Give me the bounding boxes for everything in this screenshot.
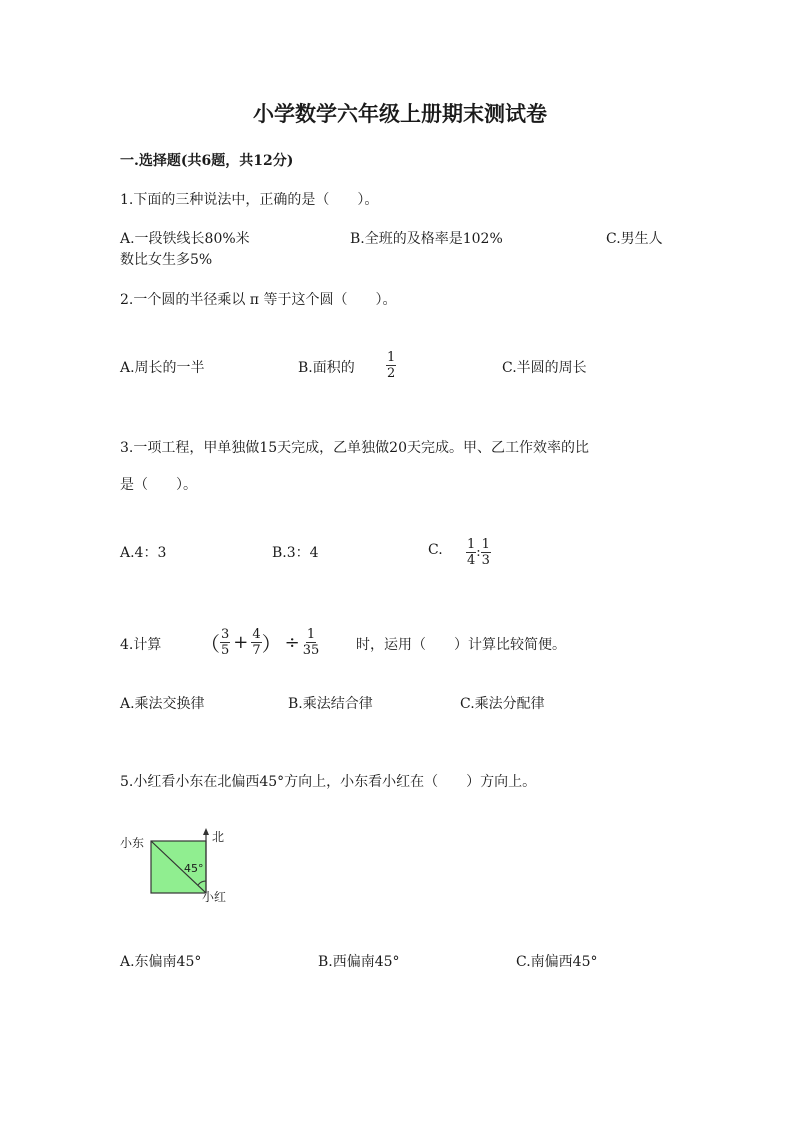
ratio-colon: : xyxy=(476,545,481,560)
question-2-option-c: C.半圆的周长 xyxy=(502,360,587,376)
question-5-option-a: A.东偏南45° xyxy=(120,954,202,970)
division-sign: ÷ xyxy=(284,632,300,653)
question-2-option-b: B.面积的 xyxy=(298,360,355,376)
section-heading: 一.选择题(共6题，共12分) xyxy=(120,153,294,169)
question-3-option-b: B.3：4 xyxy=(272,545,319,561)
left-paren: （ xyxy=(200,632,220,656)
question-2-stem: 2.一个圆的半径乘以 π 等于这个圆（ ）。 xyxy=(120,292,397,308)
fraction-numerator: 1 xyxy=(467,537,476,552)
question-4-option-c: C.乘法分配律 xyxy=(460,696,545,712)
question-1-option-c-continued: 数比女生多5% xyxy=(120,252,213,268)
fraction-numerator: 1 xyxy=(481,537,490,552)
question-4-option-b: B.乘法结合律 xyxy=(288,696,373,712)
right-paren: ） xyxy=(261,632,282,656)
question-3-option-c: C. xyxy=(428,542,443,558)
label-xiaohong: 小红 xyxy=(202,890,227,904)
question-1-option-c: C.男生人 xyxy=(606,231,663,247)
north-arrow-icon xyxy=(203,828,209,835)
page-title: 小学数学六年级上册期末测试卷 xyxy=(253,101,547,126)
question-3-stem-line-1: 3.一项工程，甲单独做15天完成，乙单独做20天完成。甲、乙工作效率的比 xyxy=(120,440,589,456)
question-5-option-c: C.南偏西45° xyxy=(516,954,598,970)
fraction-denominator: 7 xyxy=(252,643,261,658)
fraction-numerator: 1 xyxy=(387,350,396,365)
question-2-option-b-fraction xyxy=(386,351,396,380)
fraction-denominator: 4 xyxy=(467,553,476,568)
fraction-denominator: 5 xyxy=(221,643,230,658)
direction-figure xyxy=(118,822,238,908)
question-1-option-a: A.一段铁线长80%米 xyxy=(120,231,250,247)
fraction-denominator: 35 xyxy=(302,643,320,658)
question-1-option-b: B.全班的及格率是102% xyxy=(350,231,503,247)
question-3-stem-line-2: 是（ ）。 xyxy=(120,477,197,493)
question-1-stem: 1.下面的三种说法中，正确的是（ ）。 xyxy=(120,192,379,208)
question-5-stem: 5.小红看小东在北偏西45°方向上，小东看小红在（ ）方向上。 xyxy=(120,774,537,790)
fraction-numerator: 1 xyxy=(306,627,316,642)
question-3-option-a: A.4：3 xyxy=(120,545,167,561)
label-north: 北 xyxy=(212,830,225,844)
question-4-tail: 时，运用（ ）计算比较简便。 xyxy=(356,637,566,653)
angle-label: 45° xyxy=(184,862,204,875)
fraction-denominator: 3 xyxy=(481,553,490,568)
plus-sign: + xyxy=(233,632,249,653)
fraction-numerator: 4 xyxy=(252,627,261,642)
question-2-option-a: A.周长的一半 xyxy=(120,360,205,376)
question-5-option-b: B.西偏南45° xyxy=(318,954,400,970)
question-3-option-c-ratio xyxy=(466,538,491,567)
question-4-lead: 4.计算 xyxy=(120,637,162,653)
label-xiaodong: 小东 xyxy=(120,836,145,850)
question-4-expression xyxy=(200,628,319,657)
fraction-denominator: 2 xyxy=(387,366,396,381)
fraction-numerator: 3 xyxy=(221,627,230,642)
question-4-option-a: A.乘法交换律 xyxy=(120,696,205,712)
